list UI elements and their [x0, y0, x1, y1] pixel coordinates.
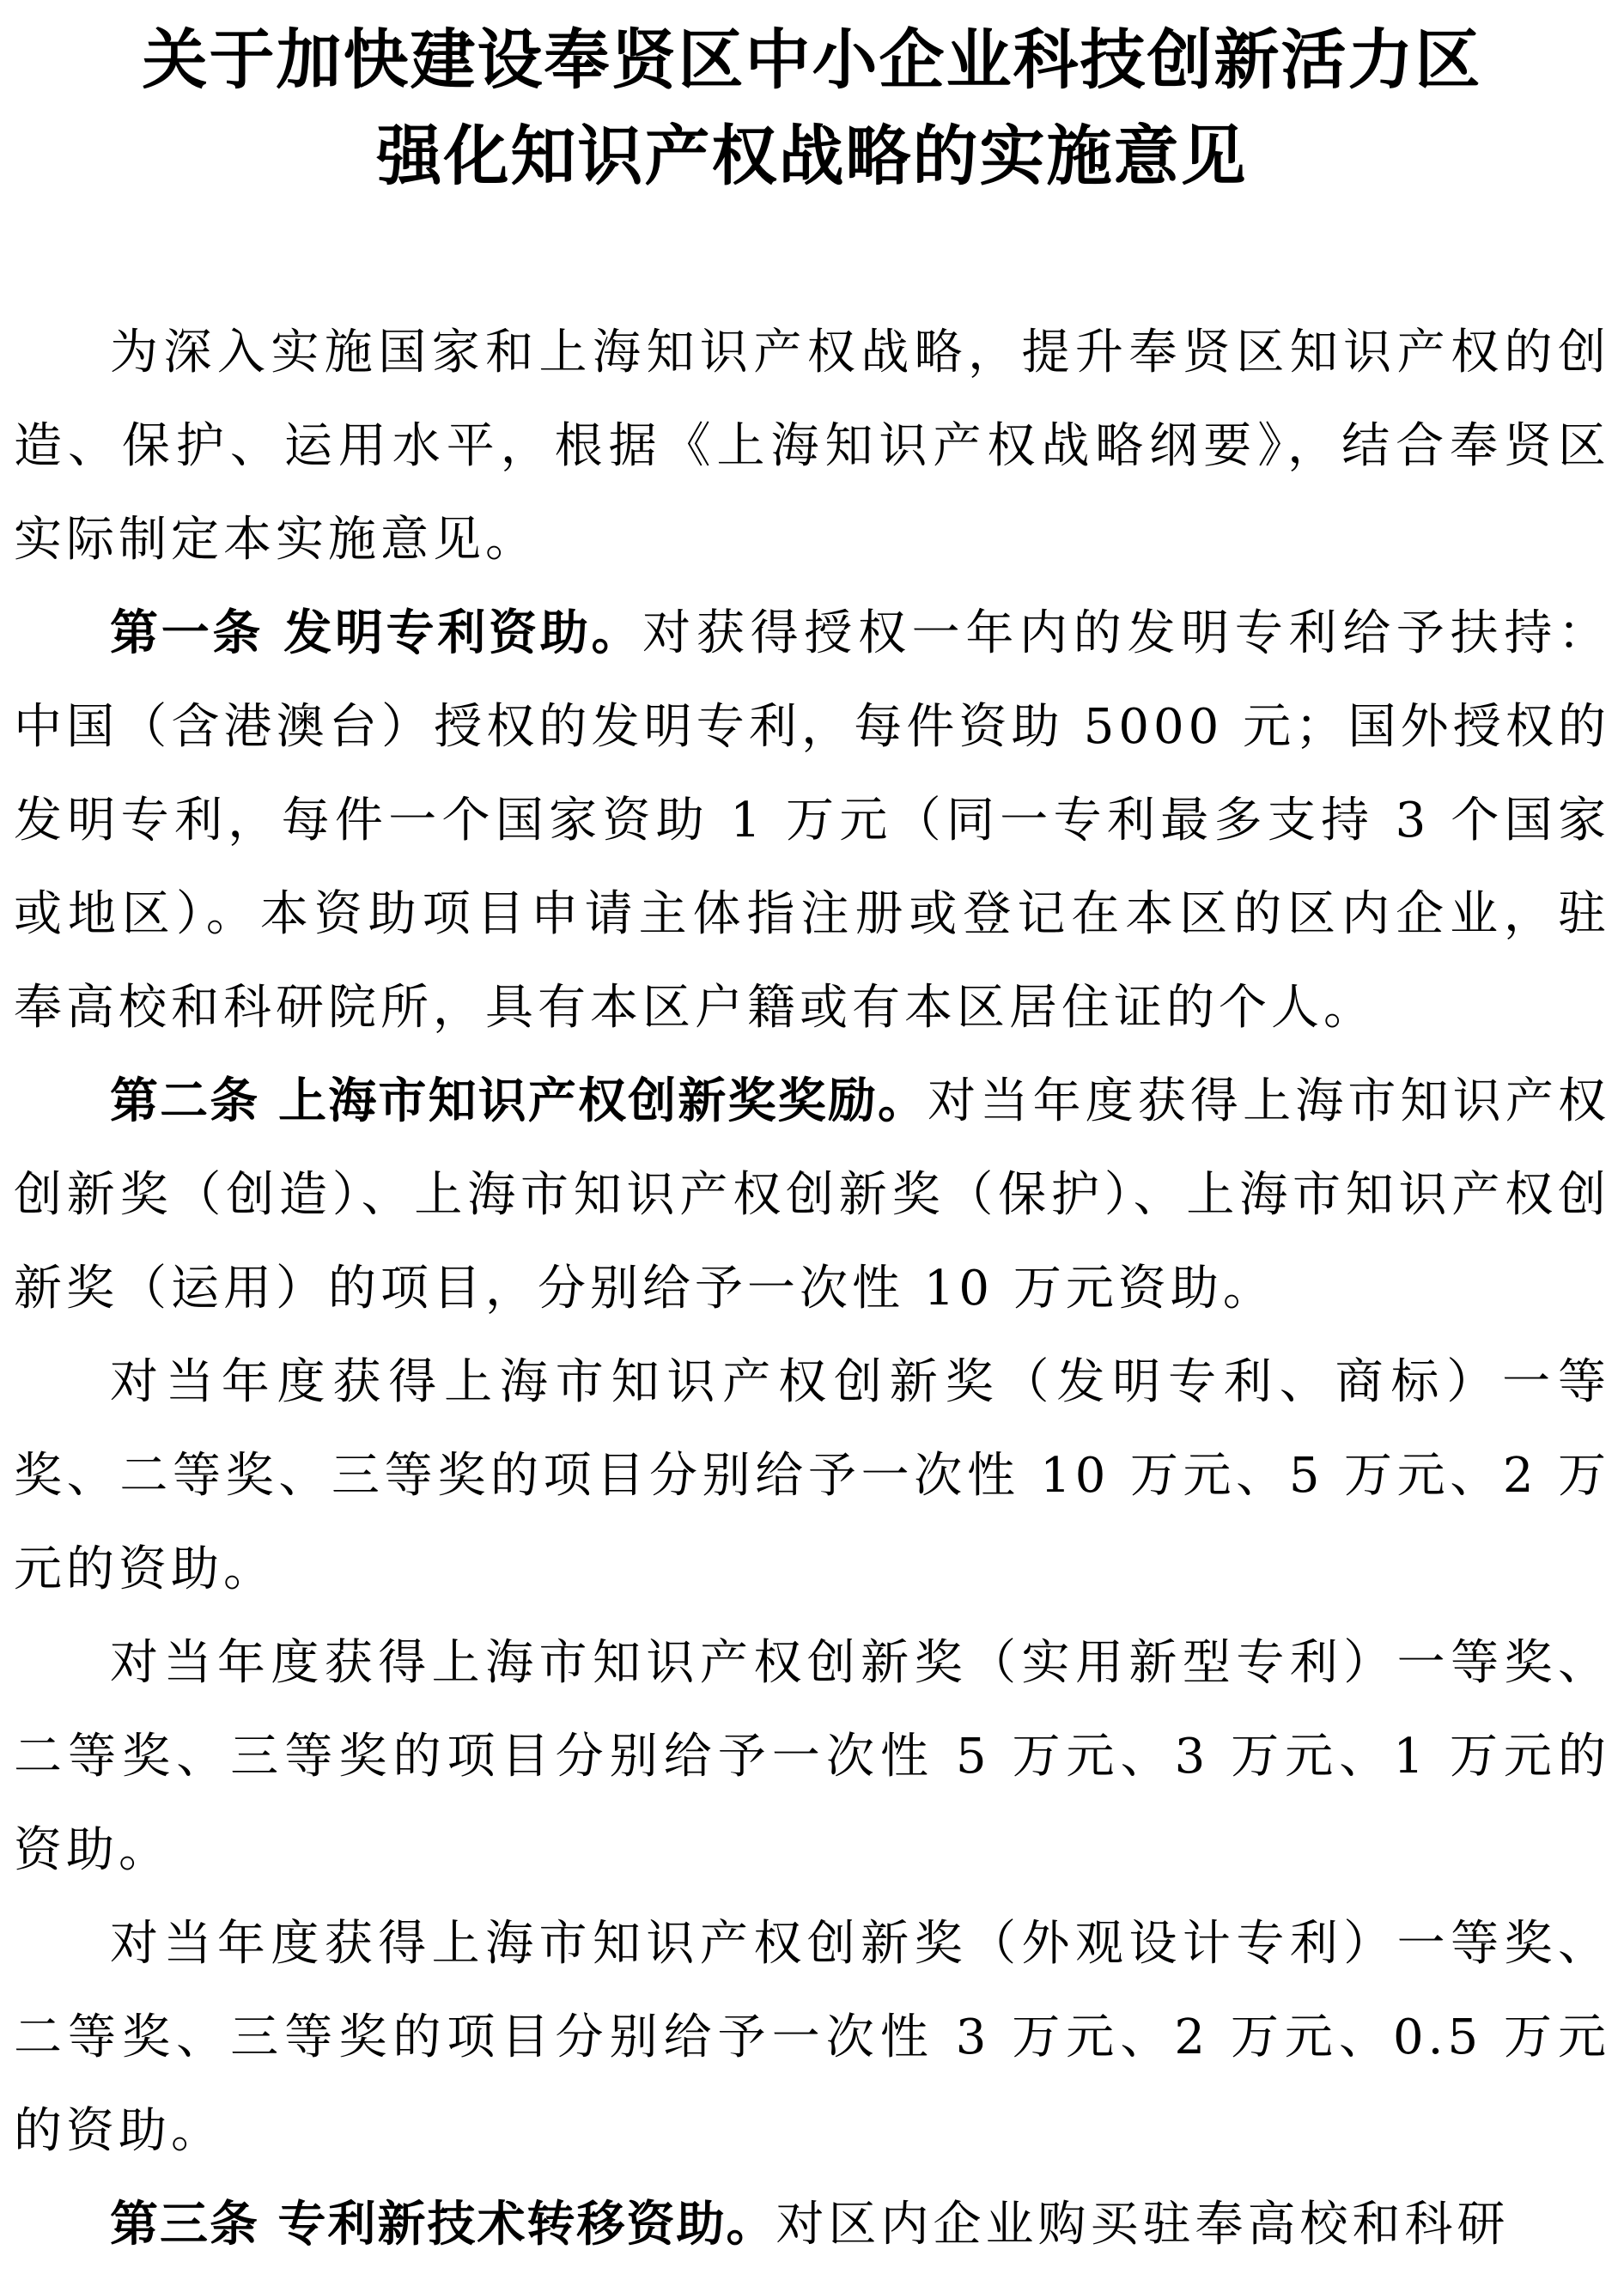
paragraph-article-2-utility-model [14, 1616, 1610, 1897]
paragraph-article-2 [14, 1055, 1610, 1335]
paragraph-text: 对当年度获得上海市知识产权创新奖（创造）、上海市知识产权创新奖（保护）、上海市知识产权创新奖（运用）的项目，分别给予一次性 10 万元资助。 [14, 1073, 1611, 1316]
paragraph-article-3 [14, 2178, 1610, 2271]
title-line-1: 关于加快建设奉贤区中小企业科技创新活力区 [142, 21, 1482, 98]
title-line-2: 强化知识产权战略的实施意见 [376, 118, 1248, 194]
paragraph-text: 对区内企业购买驻奉高校和科研 [776, 2197, 1510, 2253]
paragraph-text: 对当年度获得上海市知识产权创新奖（实用新型专利）一等奖、二等奖、三等奖的项目分别给予一次性 5 万元、3 万元、1 万元的资助。 [14, 1635, 1610, 1878]
document-title [14, 12, 1610, 204]
paragraph-intro [14, 306, 1610, 587]
article-heading: 第一条 发明专利资助。 [110, 605, 643, 661]
paragraph-article-2-invention-trademark [14, 1335, 1610, 1616]
article-heading: 第二条 上海市知识产权创新奖奖励。 [110, 1073, 928, 1129]
paragraph-text: 对当年度获得上海市知识产权创新奖（发明专利、商标）一等奖、二等奖、三等奖的项目分别给予一次性 10 万元、5 万元、2 万元的资助。 [14, 1354, 1610, 1597]
document-body [14, 306, 1610, 2271]
paragraph-text: 为深入实施国家和上海知识产权战略，提升奉贤区知识产权的创造、保护、运用水平，根据《上海知识产权战略纲要》，结合奉贤区实际制定本实施意见。 [14, 325, 1610, 568]
paragraph-text: 对当年度获得上海市知识产权创新奖（外观设计专利）一等奖、二等奖、三等奖的项目分别给予一次性 3 万元、2 万元、0.5 万元的资助。 [14, 1916, 1610, 2159]
paragraph-article-1 [14, 587, 1610, 1055]
article-heading: 第三条 专利新技术转移资助。 [110, 2197, 776, 2253]
paragraph-text: 对获得授权一年内的发明专利给予扶持：中国（含港澳台）授权的发明专利，每件资助 5000 元；国外授权的发明专利，每件一个国家资助 1 万元（同一专利最多支持 3 个国家或地区）。本资助项目申请主体指注册或登记在本区的区内企业，驻奉高校和科研院所，具有本区户籍或有本区居住证的个人。 [14, 605, 1611, 1036]
paragraph-article-2-design-patent [14, 1897, 1610, 2178]
